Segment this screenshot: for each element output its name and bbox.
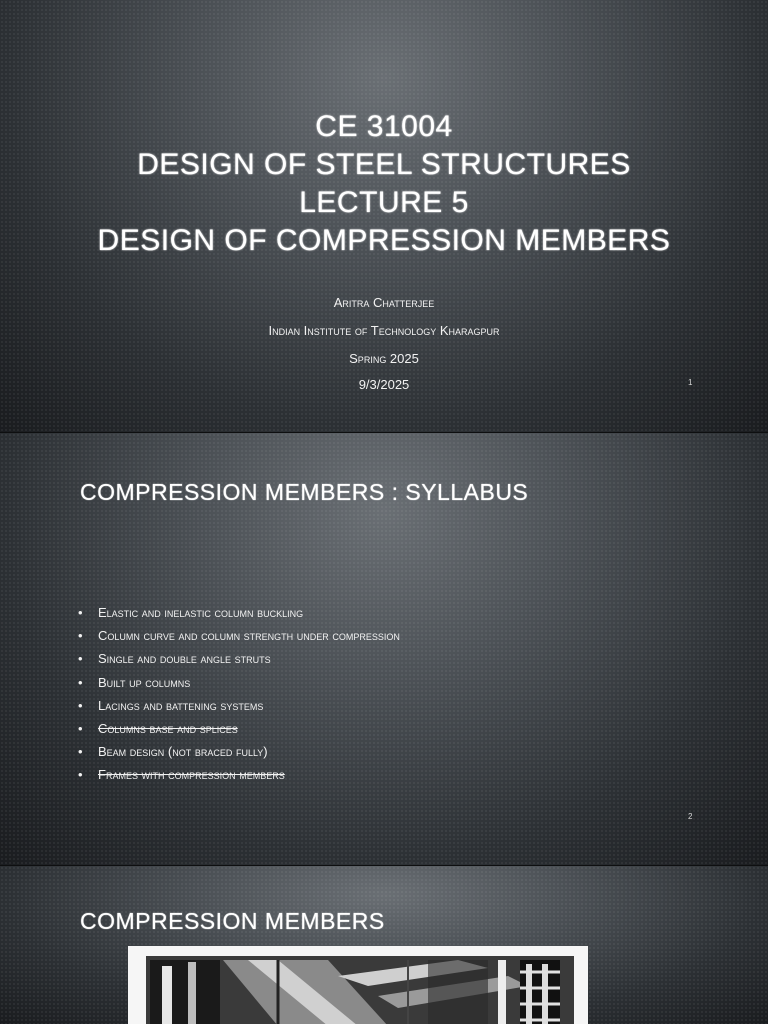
course-code: CE 31004 <box>315 110 453 143</box>
syllabus-list <box>78 601 400 787</box>
title-meta <box>0 289 768 397</box>
bullet-glyph: • <box>78 697 83 713</box>
date-label: 9/3/2025 <box>358 377 410 392</box>
bullet-glyph: • <box>78 605 83 620</box>
slide-title: COMPRESSION MEMBERS <box>80 908 385 934</box>
bullet-glyph: • <box>78 628 83 644</box>
bullet-glyph: • <box>78 744 83 760</box>
title-slide <box>0 0 768 432</box>
list-item: • Elastic and inelastic column buckling <box>78 601 400 624</box>
list-item: • Lacings and battening systems <box>78 694 400 717</box>
steel-frame-image <box>128 946 588 1024</box>
bullet-glyph: • <box>78 674 83 690</box>
lecture-topic: DESIGN OF COMPRESSION MEMBERS <box>97 224 671 257</box>
compression-members-slide <box>0 866 768 1024</box>
bullet-glyph: • <box>78 651 83 667</box>
term-label: Spring 2025 <box>349 351 419 366</box>
page-number: 2 <box>688 812 693 821</box>
slide-title: COMPRESSION MEMBERS : SYLLABUS <box>80 479 529 505</box>
list-item: • Built up columns <box>78 671 400 694</box>
syllabus-slide <box>0 433 768 865</box>
list-item-struck: • Frames with compression members <box>78 763 400 786</box>
institution-name: Indian Institute of Technology Kharagpur <box>268 323 500 338</box>
lecture-number: LECTURE 5 <box>299 186 469 219</box>
list-item-struck: • Columns base and splices <box>78 717 400 740</box>
course-name: DESIGN OF STEEL STRUCTURES <box>137 148 631 181</box>
bullet-glyph: • <box>78 767 83 783</box>
bullet-glyph: • <box>78 720 83 736</box>
author-name: Aritra Chatterjee <box>333 295 435 310</box>
list-item: • Beam design (not braced fully) <box>78 740 400 763</box>
list-item: • Column curve and column strength under compression <box>78 624 400 647</box>
lecture-title <box>0 108 768 260</box>
list-item: • Single and double angle struts <box>78 647 400 670</box>
page-number: 1 <box>688 378 693 387</box>
steel-structure-photo <box>128 946 588 1024</box>
